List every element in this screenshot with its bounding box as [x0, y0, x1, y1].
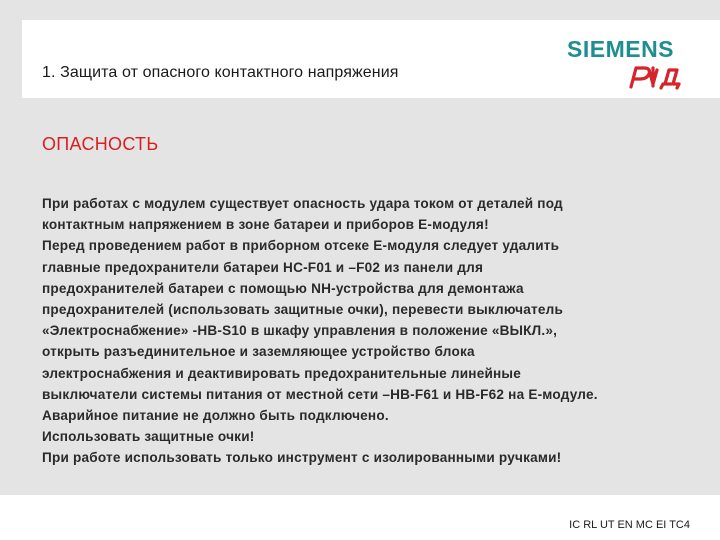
danger-heading: ОПАСНОСТЬ — [42, 134, 159, 154]
text-line: предохранителей (использовать защитные очки), перевести выключатель — [42, 302, 564, 318]
siemens-logo: SIEMENS — [567, 36, 675, 62]
text-line: главные предохранители батареи HC-F01 и –F02 из панели для — [42, 259, 484, 275]
text-line: Перед проведением работ в приборном отсеке Е-модуля следует удалить — [42, 238, 560, 254]
text-line: контактным напряжением в зоне батареи и приборов Е-модуля! — [42, 217, 489, 233]
warning-text — [42, 193, 712, 469]
text-line: При работе использовать только инструмент с изолированными ручками! — [42, 450, 562, 466]
text-line: Использовать защитные очки! — [42, 429, 255, 445]
text-line: выключатели системы питания от местной сети –HB-F61 и HB-F62 на Е-модуле. — [42, 386, 598, 402]
rzd-logo — [627, 62, 687, 90]
copyright-text: © Siemens AG 2012. All Rights Reserved — [488, 501, 690, 513]
text-line: «Электроснабжение» -HB-S10 в шкафу управления в положение «ВЫКЛ.», — [42, 323, 558, 339]
text-line: При работах с модулем существует опасность удара током от деталей под — [42, 196, 563, 211]
text-line: электроснабжения и деактивировать предохранительные линейные — [42, 365, 521, 381]
footer-document-id: IC RL UT EN MC EI TC4 — [569, 519, 690, 531]
text-line: открыть разъединительное и заземляющее устройство блока — [42, 344, 475, 360]
text-line: Аварийное питание не должно быть подключено. — [42, 408, 389, 424]
text-line: предохранителей батареи с помощью NH-устройства для демонтажа — [42, 280, 524, 296]
slide-title: 1. Защита от опасного контактного напряжения — [42, 64, 399, 81]
